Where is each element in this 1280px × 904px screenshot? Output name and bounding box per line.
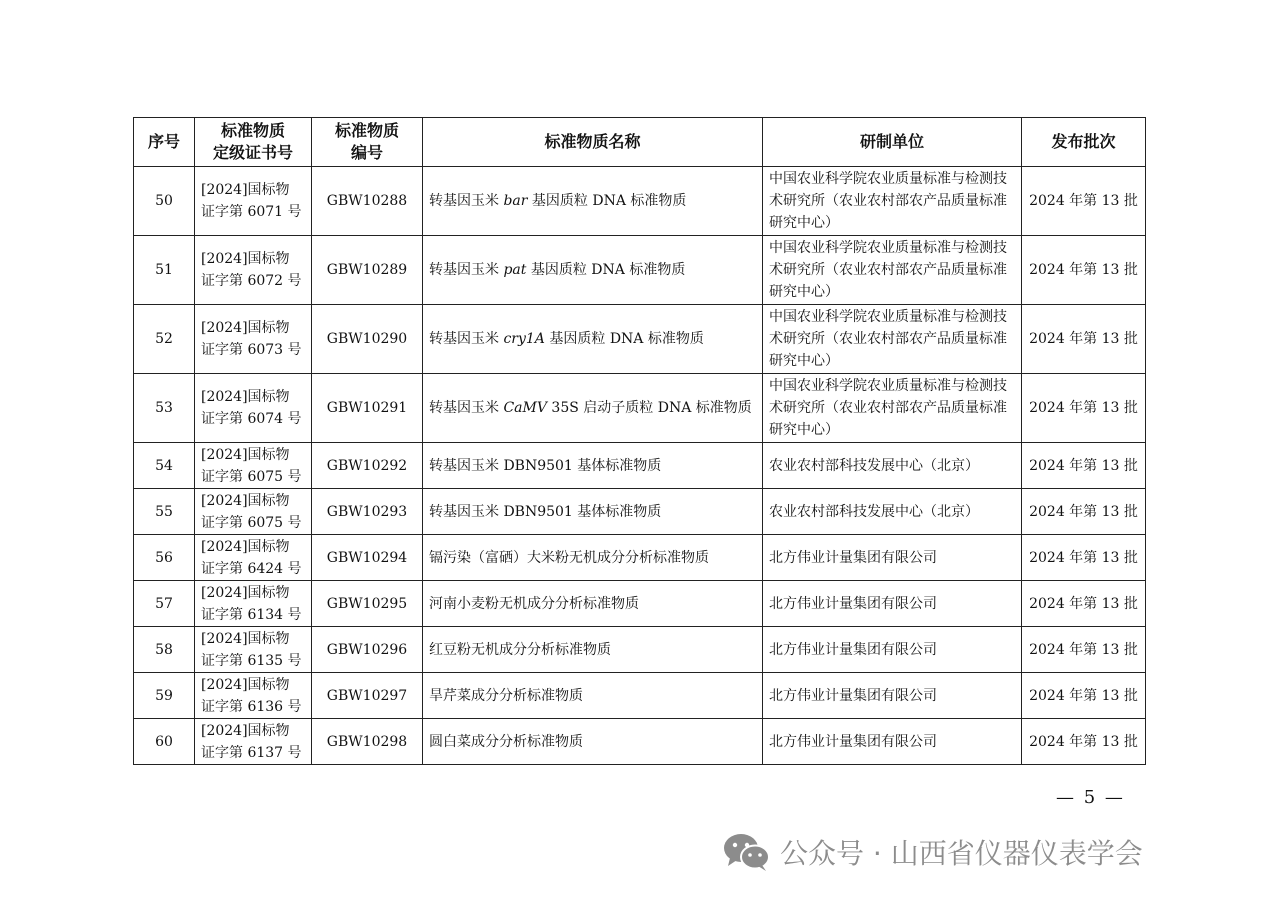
name-part-pre: 镉污染（富硒）大米粉无机成分分析标准物质 (429, 549, 709, 566)
cert-line2: 证字第 6075 号 (201, 514, 302, 531)
cell-cert (195, 719, 312, 765)
cell-no: 56 (134, 535, 195, 581)
table-row (134, 236, 1146, 305)
cert-line2: 证字第 6135 号 (201, 652, 302, 669)
cell-cert (195, 489, 312, 535)
table-row (134, 673, 1146, 719)
name-part-pre: 转基因玉米 (429, 400, 504, 416)
cell-cert (195, 374, 312, 443)
cert-line2: 证字第 6074 号 (201, 411, 302, 427)
cell-unit: 北方伟业计量集团有限公司 (763, 581, 1022, 627)
cell-no: 50 (134, 167, 195, 236)
cell-name (423, 535, 763, 581)
cell-no: 51 (134, 236, 195, 305)
cell-name (423, 719, 763, 765)
cert-line2: 证字第 6071 号 (201, 204, 302, 220)
table-row (134, 581, 1146, 627)
cert-line1: [2024]国标物 (201, 251, 290, 267)
cell-batch: 2024 年第 13 批 (1022, 627, 1146, 673)
cell-name (423, 374, 763, 443)
cell-no: 57 (134, 581, 195, 627)
name-part-pre: 圆白菜成分分析标准物质 (429, 733, 583, 750)
cell-code: GBW10288 (312, 167, 423, 236)
cell-unit: 中国农业科学院农业质量标准与检测技术研究所（农业农村部农产品质量标准研究中心） (763, 167, 1022, 236)
name-part-pre: 转基因玉米 (429, 262, 504, 278)
cell-name (423, 167, 763, 236)
name-part-pre: 河南小麦粉无机成分分析标准物质 (429, 595, 639, 612)
cell-no: 52 (134, 305, 195, 374)
cell-name (423, 305, 763, 374)
cell-name (423, 673, 763, 719)
cell-code: GBW10291 (312, 374, 423, 443)
cert-line1: [2024]国标物 (201, 389, 290, 405)
cert-line1: [2024]国标物 (201, 676, 290, 693)
watermark (722, 832, 1143, 872)
name-part-pre: 转基因玉米 DBN9501 基体标准物质 (429, 503, 662, 520)
cell-code: GBW10296 (312, 627, 423, 673)
name-part-post: 基因质粒 DNA 标准物质 (526, 262, 686, 278)
cell-code: GBW10298 (312, 719, 423, 765)
cert-line2: 证字第 6424 号 (201, 560, 302, 577)
cell-unit: 北方伟业计量集团有限公司 (763, 673, 1022, 719)
cell-cert (195, 167, 312, 236)
header-unit: 研制单位 (763, 118, 1022, 167)
cert-line1: [2024]国标物 (201, 630, 290, 647)
watermark-text: 公众号 · 山西省仪器仪表学会 (780, 837, 1143, 870)
cell-name (423, 581, 763, 627)
table-header-row (134, 118, 1146, 167)
header-code-line1: 标准物质 (334, 121, 399, 140)
cell-batch: 2024 年第 13 批 (1022, 167, 1146, 236)
cert-line1: [2024]国标物 (201, 492, 290, 509)
cert-line1: [2024]国标物 (201, 182, 290, 198)
cell-unit: 农业农村部科技发展中心（北京） (763, 443, 1022, 489)
cell-no: 55 (134, 489, 195, 535)
cell-batch: 2024 年第 13 批 (1022, 673, 1146, 719)
name-part-italic: bar (503, 193, 528, 209)
name-part-pre: 转基因玉米 DBN9501 基体标准物质 (429, 457, 662, 474)
cell-name (423, 627, 763, 673)
cell-unit: 中国农业科学院农业质量标准与检测技术研究所（农业农村部农产品质量标准研究中心） (763, 374, 1022, 443)
table-row (134, 374, 1146, 443)
cell-name (423, 236, 763, 305)
name-part-pre: 红豆粉无机成分分析标准物质 (429, 641, 611, 658)
table-row (134, 719, 1146, 765)
name-part-italic: pat (503, 262, 527, 278)
cell-batch: 2024 年第 13 批 (1022, 535, 1146, 581)
cert-line2: 证字第 6134 号 (201, 606, 302, 623)
cell-code: GBW10292 (312, 443, 423, 489)
name-part-pre: 转基因玉米 (429, 331, 504, 347)
cell-batch: 2024 年第 13 批 (1022, 581, 1146, 627)
cert-line1: [2024]国标物 (201, 584, 290, 601)
cell-code: GBW10297 (312, 673, 423, 719)
cert-line2: 证字第 6072 号 (201, 273, 302, 289)
header-cert-line2: 定级证书号 (212, 143, 293, 162)
cell-code: GBW10294 (312, 535, 423, 581)
cell-code: GBW10289 (312, 236, 423, 305)
cert-line1: [2024]国标物 (201, 446, 290, 463)
cell-no: 54 (134, 443, 195, 489)
header-name: 标准物质名称 (423, 118, 763, 167)
cell-unit: 中国农业科学院农业质量标准与检测技术研究所（农业农村部农产品质量标准研究中心） (763, 236, 1022, 305)
page-number: — 5 — (1056, 787, 1125, 808)
cell-code: GBW10290 (312, 305, 423, 374)
cert-line1: [2024]国标物 (201, 320, 290, 336)
cell-cert (195, 305, 312, 374)
cert-line2: 证字第 6073 号 (201, 342, 302, 358)
name-part-post: 基因质粒 DNA 标准物质 (527, 193, 687, 209)
header-cert (195, 118, 312, 167)
name-part-post: 基因质粒 DNA 标准物质 (544, 331, 704, 347)
header-code-line2: 编号 (350, 143, 383, 162)
name-part-italic: CaMV (503, 400, 547, 416)
table-row (134, 305, 1146, 374)
cert-line2: 证字第 6075 号 (201, 468, 302, 485)
cert-line2: 证字第 6136 号 (201, 698, 302, 715)
cert-line1: [2024]国标物 (201, 722, 290, 739)
name-part-post: 35S 启动子质粒 DNA 标准物质 (546, 400, 752, 416)
cell-no: 53 (134, 374, 195, 443)
cell-unit: 中国农业科学院农业质量标准与检测技术研究所（农业农村部农产品质量标准研究中心） (763, 305, 1022, 374)
cell-cert (195, 581, 312, 627)
name-part-italic: cry1A (503, 331, 545, 347)
cell-unit: 农业农村部科技发展中心（北京） (763, 489, 1022, 535)
cell-no: 58 (134, 627, 195, 673)
table-body (134, 167, 1146, 765)
cell-name (423, 443, 763, 489)
cell-cert (195, 236, 312, 305)
cert-line1: [2024]国标物 (201, 538, 290, 555)
cell-cert (195, 443, 312, 489)
cell-cert (195, 627, 312, 673)
header-batch: 发布批次 (1022, 118, 1146, 167)
cert-line2: 证字第 6137 号 (201, 744, 302, 761)
header-code (312, 118, 423, 167)
name-part-pre: 转基因玉米 (429, 193, 504, 209)
table-row (134, 443, 1146, 489)
cell-no: 60 (134, 719, 195, 765)
cell-code: GBW10293 (312, 489, 423, 535)
cell-batch: 2024 年第 13 批 (1022, 374, 1146, 443)
cell-no: 59 (134, 673, 195, 719)
cell-unit: 北方伟业计量集团有限公司 (763, 719, 1022, 765)
cell-batch: 2024 年第 13 批 (1022, 719, 1146, 765)
wechat-icon (722, 832, 772, 872)
table-row (134, 167, 1146, 236)
cell-code: GBW10295 (312, 581, 423, 627)
header-no: 序号 (134, 118, 195, 167)
cell-unit: 北方伟业计量集团有限公司 (763, 627, 1022, 673)
table-row (134, 627, 1146, 673)
cell-cert (195, 673, 312, 719)
table-row (134, 535, 1146, 581)
table-row (134, 489, 1146, 535)
cell-batch: 2024 年第 13 批 (1022, 443, 1146, 489)
cell-batch: 2024 年第 13 批 (1022, 236, 1146, 305)
header-cert-line1: 标准物质 (220, 121, 285, 140)
standard-materials-table (133, 117, 1146, 765)
cell-cert (195, 535, 312, 581)
name-part-pre: 旱芹菜成分分析标准物质 (429, 687, 583, 704)
cell-batch: 2024 年第 13 批 (1022, 489, 1146, 535)
cell-name (423, 489, 763, 535)
cell-unit: 北方伟业计量集团有限公司 (763, 535, 1022, 581)
cell-batch: 2024 年第 13 批 (1022, 305, 1146, 374)
